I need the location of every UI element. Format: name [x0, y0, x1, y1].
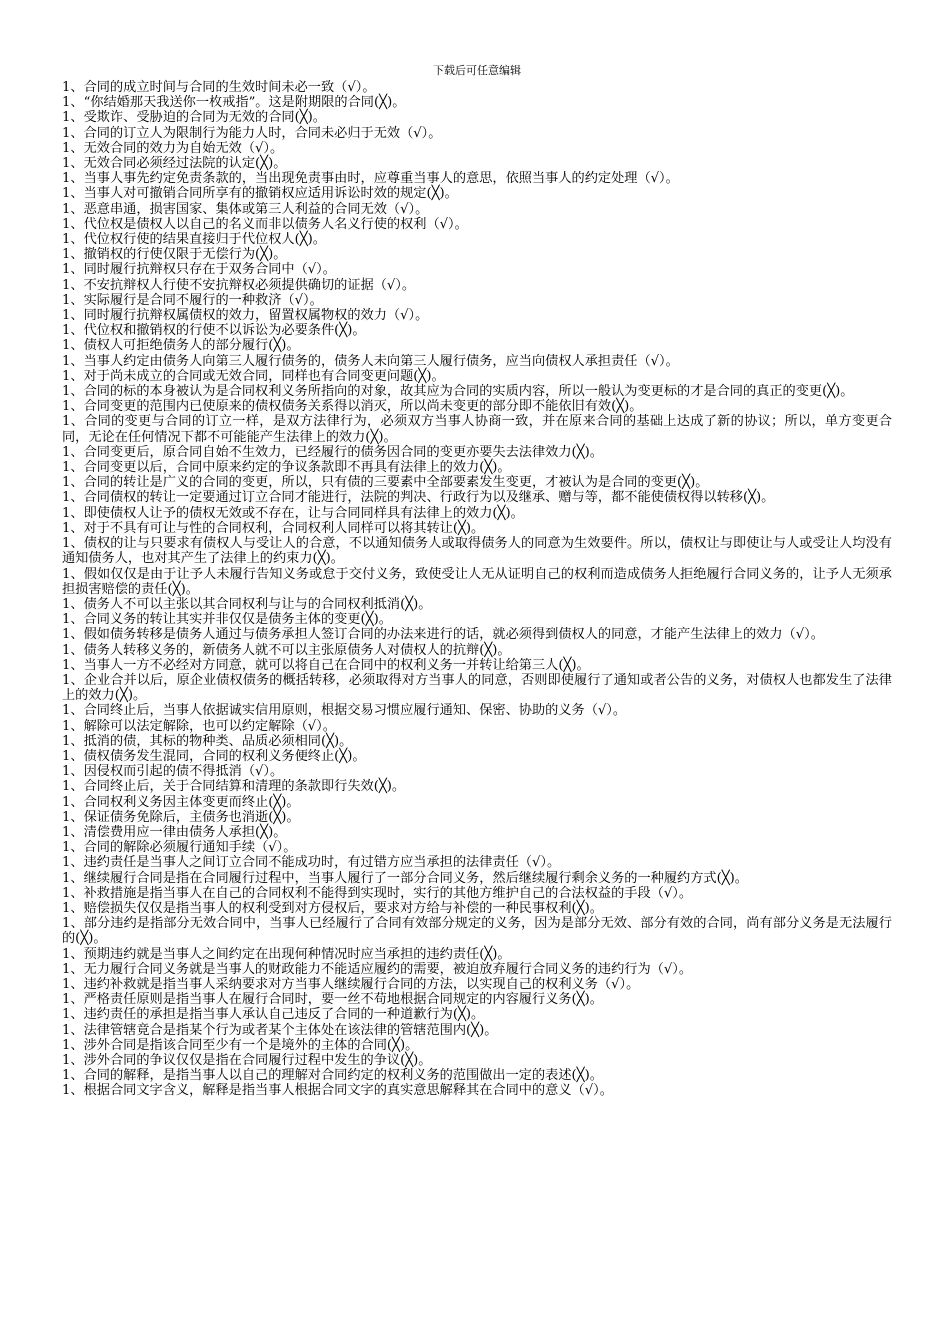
statement-item: 1、债权的让与只要求有债权人与受让人的合意，不以通知债务人或取得债务人的同意为生效要件。所以，债权让与即使让与人或受让人均没有通知债务人，也对其产生了法律上的约束力(╳)。 — [62, 536, 892, 567]
statement-item: 1、代位权是债权人以自己的名义而非以债务人名义行使的权利（√）。 — [62, 216, 468, 232]
statement-item: 1、合同的成立时间与合同的生效时间未必一致（√）。 — [62, 80, 376, 95]
statement-item: 1、合同变更的范围内已使原来的债权债务关系得以消灭，所以尚未变更的部分即不能依旧有效(╳)。 — [62, 399, 643, 415]
statement-item: 1、不安抗辩权人行使不安抗辩权必须提供确切的证据（√）。 — [62, 277, 416, 293]
document-page — [62, 62, 892, 1099]
statement-item: 1、同时履行抗辩权属债权的效力，留置权属物权的效力（√）。 — [62, 308, 429, 324]
statement-item: 1、合同终止后，关于合同结算和清理的条款即行失效(╳)。 — [62, 779, 406, 795]
statement-item: 1、涉外合同是指该合同至少有一个是境外的主体的合同(╳)。 — [62, 1037, 419, 1053]
statement-item: 1、违约责任的承担是指当事人承认自己违反了合同的一种道歉行为(╳)。 — [62, 1007, 485, 1023]
statement-item: 1、合同的标的本身被认为是合同权利义务所指向的对象，故其应为合同的实质内容，所以一般认为变更标的才是合同的真正的变更(╳)。 — [62, 384, 854, 400]
statement-item: 1、当事人约定由债务人向第三人履行债务的，债务人未向第三人履行债务，应当向债权人承担责任（√）。 — [62, 353, 679, 369]
statement-item: 1、合同的变更与合同的订立一样，是双方法律行为，必须双方当事人协商一致，并在原来合同的基础上达成了新的协议；所以，单方变更合同，无论在任何情况下都不可能能产生法律上的效力(╳)。 — [62, 414, 892, 445]
statement-item: 1、当事人事先约定免责条款的，当出现免责事由时，应尊重当事人的意思，依照当事人的约定处理（√）。 — [62, 171, 679, 187]
statement-item: 1、代位权和撤销权的行使不以诉讼为必要条件(╳)。 — [62, 323, 366, 339]
statement-item: 1、抵消的债，其标的物种类、品质必须相同(╳)。 — [62, 733, 353, 749]
statement-item: 1、补救措施是指当事人在自己的合同权利不能得到实现时，实行的其他方维护自己的合法权益的手段（√）。 — [62, 885, 693, 901]
statement-item: 1、合同变更后，原合同自始不生效力，已经履行的债务因合同的变更亦要失去法律效力(╳)。 — [62, 444, 603, 460]
statement-item: 1、对于尚未成立的合同或无效合同，同样也有合同变更问题(╳)。 — [62, 368, 445, 384]
statement-item: 1、法律管辖竟合是指某个行为或者某个主体处在该法律的管辖范围内(╳)。 — [62, 1022, 498, 1038]
statement-item: 1、“你结婚那天我送你一枚戒指”。这是附期限的合同(╳)。 — [62, 95, 406, 111]
statement-item: 1、涉外合同的争议仅仅是指在合同履行过程中发生的争议(╳)。 — [62, 1053, 432, 1068]
statement-item: 1、无力履行合同义务就是当事人的财政能力不能适应履约的需要，被迫放弃履行合同义务的违约行为（√）。 — [62, 961, 693, 977]
statement-item: 1、赔偿损失仅仅是指当事人的权利受到对方侵权后，要求对方给与补偿的一种民事权利(╳)。 — [62, 900, 603, 916]
statement-item: 1、因侵权而引起的债不得抵消（√）。 — [62, 764, 284, 780]
statement-item: 1、债权债务发生混同，合同的权利义务便终止(╳)。 — [62, 748, 366, 764]
statement-item: 1、保证债务免除后，主债务也消逝(╳)。 — [62, 809, 300, 825]
statement-item: 1、合同的解释，是指当事人以自己的理解对合同约定的权利义务的范围做出一定的表述(╳)。 — [62, 1068, 603, 1084]
statement-list — [62, 80, 892, 1099]
statement-item: 1、无效合同的效力为自始无效（√）。 — [62, 140, 284, 156]
statement-item: 1、假如仅仅是由于让予人未履行告知义务或怠于交付义务，致使受让人无从证明自己的权利而造成债务人拒绝履行合同义务的，让予人无须承担损害赔偿的责任(╳)。 — [62, 566, 892, 597]
statement-item: 1、合同权利义务因主体变更而终止(╳)。 — [62, 794, 300, 810]
statement-item: 1、代位权行使的结果直接归于代位权人(╳)。 — [62, 232, 326, 248]
statement-item: 1、债务人转移义务的，新债务人就不可以主张原债务人对债权人的抗辩(╳)。 — [62, 642, 511, 658]
statement-item: 1、合同的订立人为限制行为能力人时，合同未必归于无效（√）。 — [62, 125, 442, 141]
statement-item: 1、违约补救就是指当事人采纳要求对方当事人继续履行合同的方法，以实现自己的权利义务（√）。 — [62, 976, 640, 992]
statement-item: 1、当事人一方不必经对方同意，就可以将自己在合同中的权利义务一并转让给第三人(╳)。 — [62, 657, 590, 673]
statement-item: 1、受欺诈、受胁迫的合同为无效的合同(╳)。 — [62, 110, 326, 126]
statement-item: 1、根据合同文字含义，解释是指当事人根据合同文字的真实意思解释其在合同中的意义（√）。 — [62, 1083, 613, 1099]
statement-item: 1、严格责任原则是指当事人在履行合同时，要一丝不苟地根据合同规定的内容履行义务(╳)。 — [62, 992, 603, 1008]
statement-item: 1、撤销权的行使仅限于无偿行为(╳)。 — [62, 247, 287, 263]
statement-item: 1、违约责任是当事人之间订立合同不能成功时，有过错方应当承担的法律责任（√）。 — [62, 855, 561, 871]
statement-item: 1、合同终止后，当事人依据诚实信用原则，根据交易习惯应履行通知、保密、协助的义务（√）。 — [62, 703, 627, 719]
statement-item: 1、继续履行合同是指在合同履行过程中，当事人履行了一部分合同义务，然后继续履行剩余义务的一种履约方式(╳)。 — [62, 870, 748, 886]
statement-item: 1、同时履行抗辩权只存在于双务合同中（√）。 — [62, 262, 336, 278]
statement-item: 1、合同义务的转让其实并非仅仅是债务主体的变更(╳)。 — [62, 612, 392, 628]
statement-item: 1、企业合并以后，原企业债权债务的概括转移，必须取得对方当事人的同意，否则即使履行了通知或者公告的义务，对债权人也都发生了法律上的效力(╳)。 — [62, 672, 892, 704]
statement-item: 1、对于不具有可让与性的合同权利，合同权利人同样可以将其转让(╳)。 — [62, 520, 485, 536]
statement-item: 1、合同的解除必须履行通知手续（√）。 — [62, 840, 297, 856]
statement-item: 1、合同的转让是广义的合同的变更，所以，只有债的三要素中全部要素发生变更，才被认为是合同的变更(╳)。 — [62, 475, 709, 491]
statement-item: 1、合同变更以后，合同中原来约定的争议条款即不再具有法律上的效力(╳)。 — [62, 460, 511, 476]
statement-item: 1、无效合同必须经过法院的认定(╳)。 — [62, 156, 287, 172]
statement-item: 1、预期违约就是当事人之间约定在出现何种情况时应当承担的违约责任(╳)。 — [62, 946, 511, 962]
statement-item: 1、债权人可拒绝债务人的部分履行(╳)。 — [62, 338, 300, 354]
page-header: 下载后可任意编辑 — [433, 64, 521, 77]
statement-item: 1、恶意串通，损害国家、集体或第三人利益的合同无效（√）。 — [62, 201, 429, 217]
statement-item: 1、实际履行是合同不履行的一种救济（√）。 — [62, 292, 323, 308]
statement-item: 1、当事人对可撤销合同所享有的撤销权应适用诉讼时效的规定(╳)。 — [62, 186, 458, 202]
statement-item: 1、即使债权人让予的债权无效或不存在，让与合同同样具有法律上的效力(╳)。 — [62, 505, 524, 521]
statement-item: 1、假如债务转移是债务人通过与债务承担人签订合同的办法来进行的话，就必须得到债权人的同意，才能产生法律上的效力（√）。 — [62, 627, 824, 643]
statement-item: 1、合同债权的转让一定要通过订立合同才能进行，法院的判决、行政行为以及继承、赠与等，都不能使债权得以转移(╳)。 — [62, 490, 775, 506]
statement-item: 1、解除可以法定解除，也可以约定解除（√）。 — [62, 718, 336, 734]
statement-item: 1、清偿费用应一律由债务人承担(╳)。 — [62, 824, 287, 840]
statement-item: 1、债务人不可以主张以其合同权利与让与的合同权利抵消(╳)。 — [62, 596, 432, 612]
statement-item: 1、部分违约是指部分无效合同中，当事人已经履行了合同有效部分规定的义务，因为是部分无效、部分有效的合同，尚有部分义务是无法履行的(╳)。 — [62, 916, 892, 947]
